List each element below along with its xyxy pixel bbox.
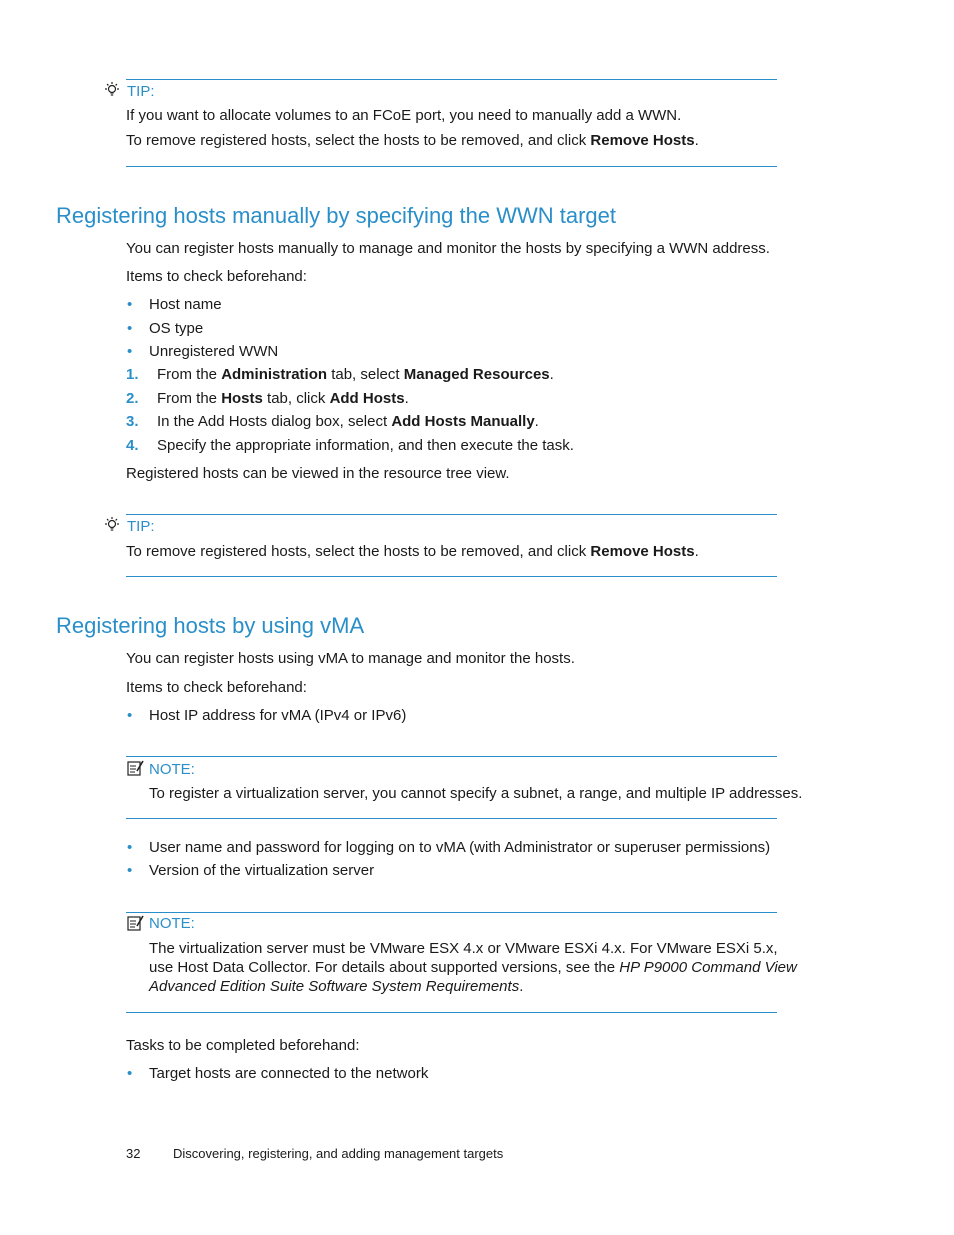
bullet-marker: • [127,296,133,313]
bullet-marker: • [127,320,133,337]
tip2-label: TIP: [127,518,155,535]
list-item: Unregistered WWN [149,343,279,360]
note-icon [126,759,144,777]
tip2-line: To remove registered hosts, select the hosts to be removed, and click Remove Hosts. [126,543,699,560]
list-item: Host IP address for vMA (IPv4 or IPv6) [149,707,407,724]
step-number: 2. [126,390,139,407]
note2-line1: The virtualization server must be VMware ESX 4.x or VMware ESXi 4.x. For VMware ESXi 5.x, [149,940,778,957]
section1-title: Registering hosts manually by specifying the WWN target [56,203,617,228]
step-number: 1. [126,366,139,383]
section1-check-label: Items to check beforehand: [126,268,307,285]
tasks-label: Tasks to be completed beforehand: [126,1037,360,1054]
step-text: From the Hosts tab, click Add Hosts. [157,390,409,407]
tip1-line1: If you want to allocate volumes to an FCoE port, you need to manually add a WWN. [126,107,682,124]
list-item: OS type [149,320,204,337]
section1-intro: You can register hosts manually to manage and monitor the hosts by specifying a WWN address. [126,240,770,257]
footer-title: Discovering, registering, and adding management targets [173,1146,504,1161]
note-icon [126,914,144,932]
note2-top-rule [126,912,777,913]
tip1-top-rule [126,79,777,80]
note1-text: To register a virtualization server, you cannot specify a subnet, a range, and multiple IP addresses. [149,785,803,802]
tip2-bottom-rule [126,576,777,577]
note2-label: NOTE: [149,915,195,932]
note1-top-rule [126,756,777,757]
note2-bottom-rule [126,1012,777,1013]
section2-title: Registering hosts by using vMA [56,613,365,638]
note1-bottom-rule [126,818,777,819]
step-text: From the Administration tab, select Managed Resources. [157,366,554,383]
step-text: In the Add Hosts dialog box, select Add Hosts Manually. [157,413,539,430]
step-number: 3. [126,413,139,430]
section2-check-label: Items to check beforehand: [126,679,307,696]
note2-line2: use Host Data Collector. For details about supported versions, see the HP P9000 Command View [149,959,797,976]
tip1-label: TIP: [127,83,155,100]
list-item: User name and password for logging on to vMA (with Administrator or superuser permissions) [149,839,771,856]
list-item: Version of the virtualization server [149,862,375,879]
step-number: 4. [126,437,139,454]
section2-intro: You can register hosts using vMA to manage and monitor the hosts. [126,650,575,667]
lightbulb-icon [103,81,121,99]
step-text: Specify the appropriate information, and then execute the task. [157,437,574,454]
lightbulb-icon [103,516,121,534]
note1-label: NOTE: [149,761,195,778]
tip2-top-rule [126,514,777,515]
bullet-marker: • [127,707,133,724]
bullet-marker: • [127,839,133,856]
tip1-line2: To remove registered hosts, select the hosts to be removed, and click Remove Hosts. [126,132,699,149]
bullet-marker: • [127,1065,133,1082]
note2-line3: Advanced Edition Suite Software System Requirements. [149,978,524,995]
list-item: Host name [149,296,222,313]
list-item: Target hosts are connected to the network [149,1065,429,1082]
bullet-marker: • [127,343,133,360]
section1-after: Registered hosts can be viewed in the resource tree view. [126,465,510,482]
page-number: 32 [126,1146,141,1161]
tip1-bottom-rule [126,166,777,167]
bullet-marker: • [127,862,133,879]
